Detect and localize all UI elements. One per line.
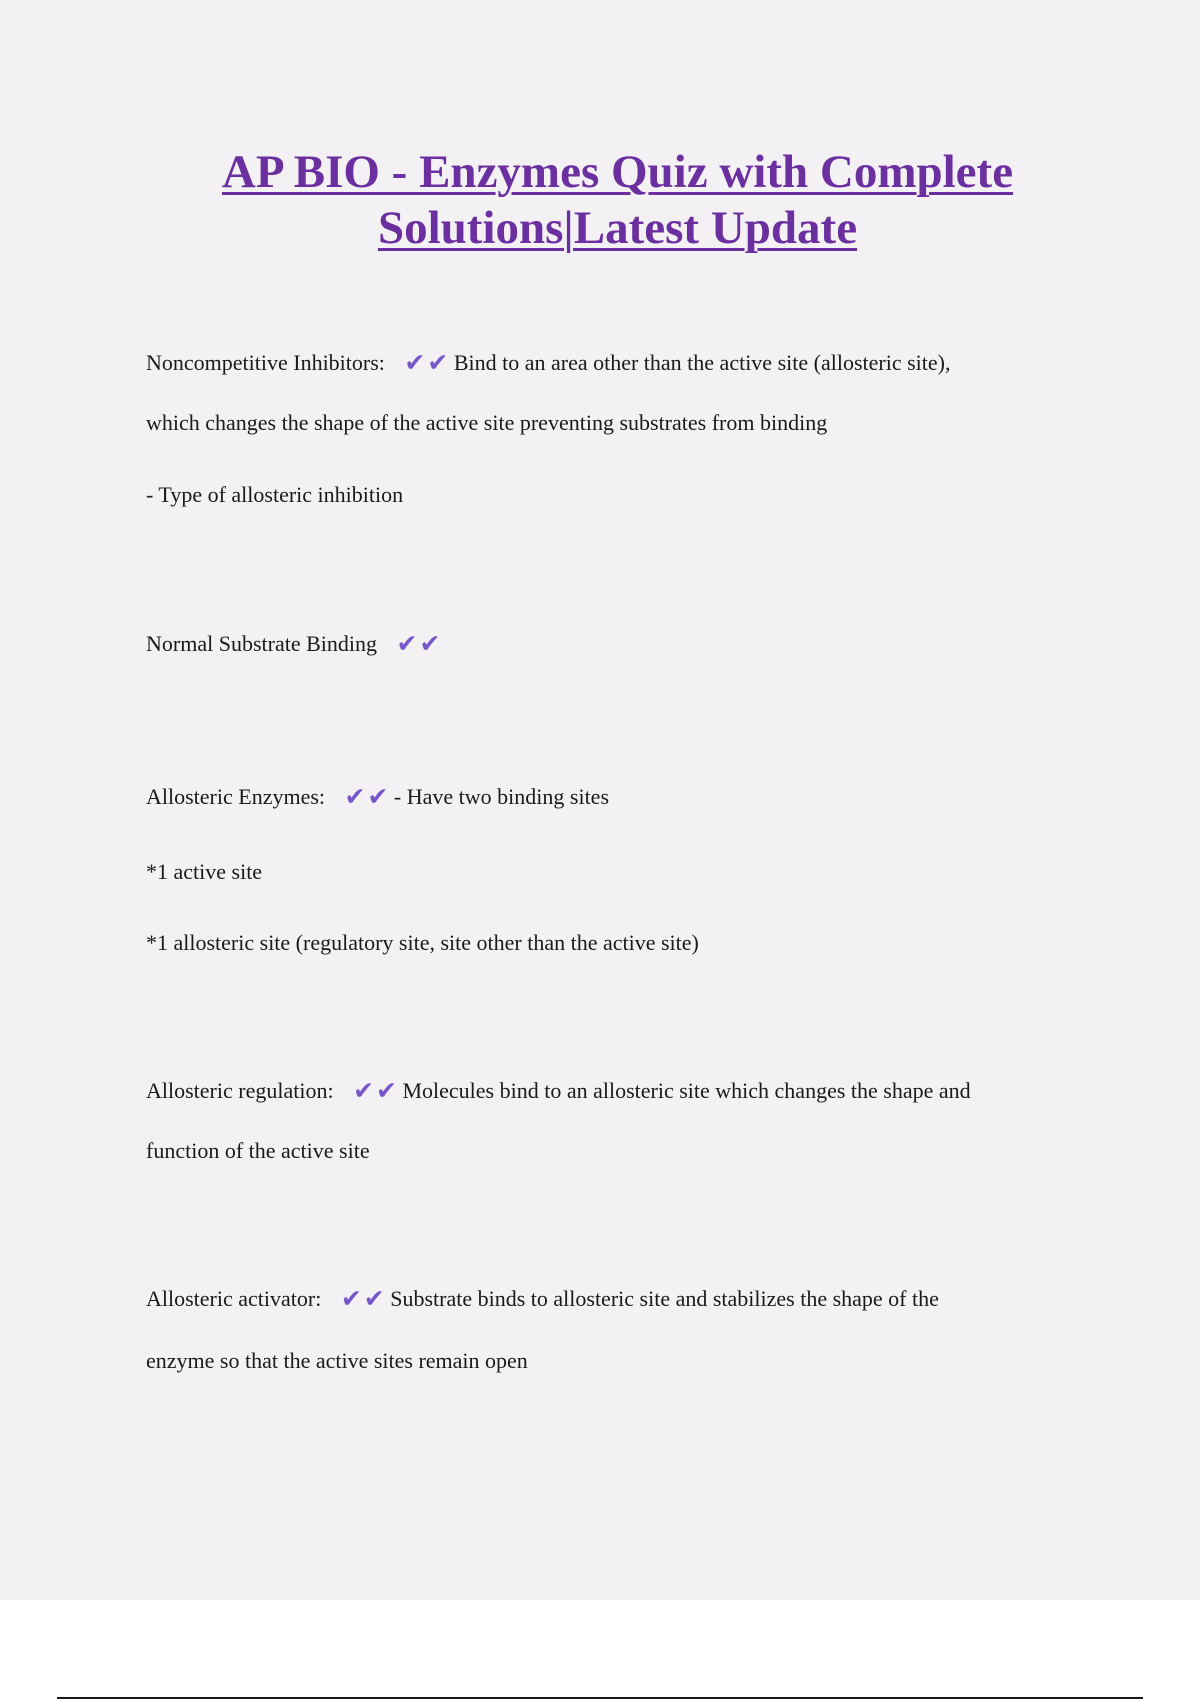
answer-noncompetitive-1: Bind to an area other than the active site (allosteric site), bbox=[453, 350, 951, 375]
answer-allosteric-enzymes-3: *1 allosteric site (regulatory site, site other than the active site) bbox=[146, 930, 699, 955]
entry-noncompetitive-line-1 bbox=[146, 347, 950, 378]
check-icon: ✔ bbox=[404, 348, 426, 377]
title-line-1: AP BIO - Enzymes Quiz with Complete bbox=[221, 146, 1014, 198]
entry-allosteric-activator-line-1 bbox=[146, 1283, 939, 1314]
answer-allosteric-enzymes-2: *1 active site bbox=[146, 859, 263, 884]
answer-allosteric-activator-1: Substrate binds to allosteric site and stabilizes the shape of the bbox=[390, 1286, 939, 1311]
term-allosteric-regulation: Allosteric regulation: bbox=[146, 1078, 334, 1103]
check-icon: ✔ bbox=[419, 629, 441, 658]
answer-allosteric-enzymes-1: - Have two binding sites bbox=[393, 784, 610, 809]
check-icon: ✔ bbox=[376, 1076, 397, 1105]
term-noncompetitive: Noncompetitive Inhibitors: bbox=[146, 350, 385, 375]
term-allosteric-enzymes: Allosteric Enzymes: bbox=[146, 784, 326, 809]
check-icon: ✔ bbox=[353, 1076, 375, 1105]
check-icon: ✔ bbox=[427, 348, 449, 377]
check-icon: ✔ bbox=[363, 1284, 385, 1313]
entry-allosteric-regulation-line-1 bbox=[146, 1075, 971, 1106]
entry-allosteric-enzymes-line-1 bbox=[146, 781, 609, 812]
check-icon: ✔ bbox=[344, 782, 366, 811]
footer-divider bbox=[57, 1697, 1143, 1699]
answer-allosteric-regulation-1: Molecules bind to an allosteric site which changes the shape and bbox=[402, 1078, 971, 1103]
entry-normal-binding bbox=[146, 628, 440, 659]
check-icon: ✔ bbox=[340, 1284, 362, 1313]
term-normal-binding: Normal Substrate Binding bbox=[146, 631, 377, 656]
title-line-2: Solutions|Latest Update bbox=[377, 202, 858, 254]
answer-noncompetitive-2: which changes the shape of the active site preventing substrates from binding bbox=[146, 410, 828, 435]
check-icon: ✔ bbox=[396, 629, 418, 658]
answer-allosteric-regulation-2: function of the active site bbox=[146, 1138, 370, 1163]
check-icon: ✔ bbox=[367, 782, 389, 811]
answer-noncompetitive-3: - Type of allosteric inhibition bbox=[146, 482, 404, 507]
term-allosteric-activator: Allosteric activator: bbox=[146, 1286, 322, 1311]
page-title bbox=[140, 144, 1095, 256]
answer-allosteric-activator-2: enzyme so that the active sites remain open bbox=[146, 1348, 528, 1373]
